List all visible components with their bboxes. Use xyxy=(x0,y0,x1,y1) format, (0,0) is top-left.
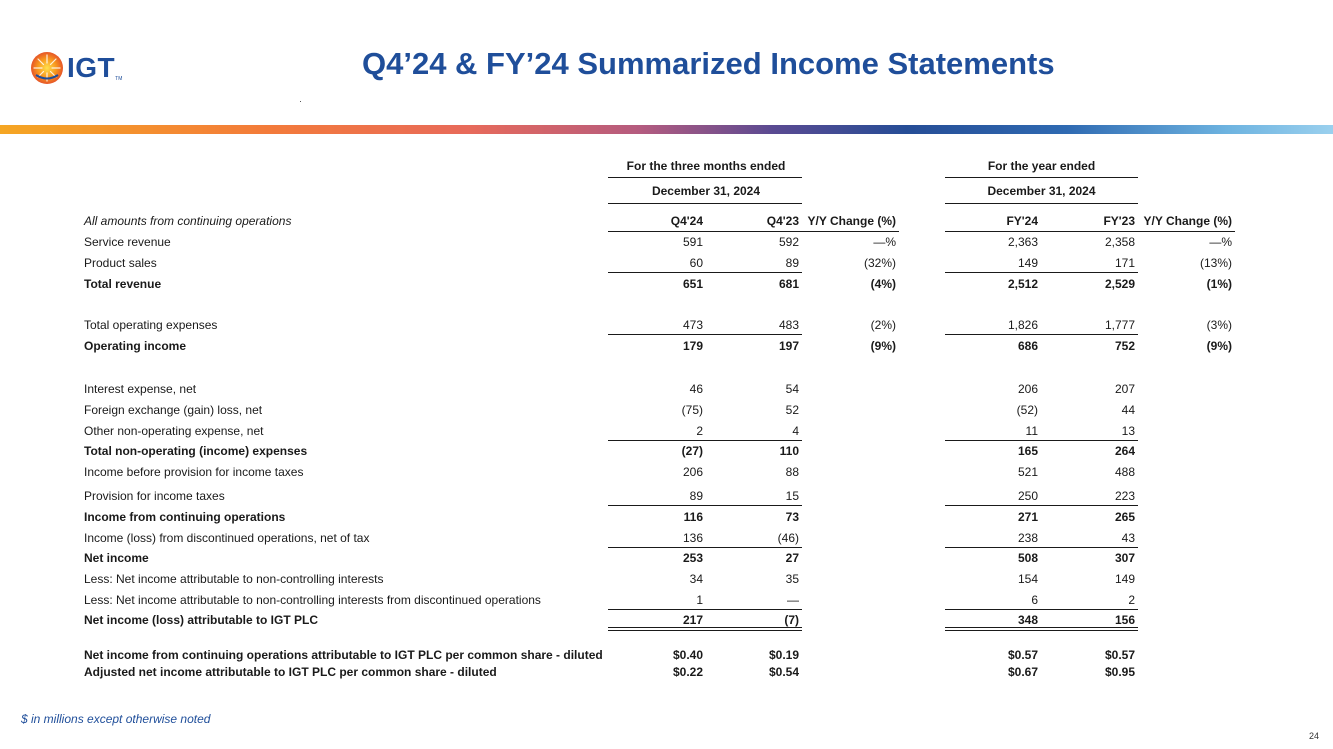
subtotal-rule xyxy=(704,272,802,273)
subtotal-rule xyxy=(945,609,1040,610)
table-row-value: (52) xyxy=(1016,403,1038,417)
table-row-value: 265 xyxy=(1114,510,1135,524)
logo-trademark: TM xyxy=(115,76,123,82)
table-row-value: 651 xyxy=(682,277,703,291)
table-row-label: Income before provision for income taxes xyxy=(84,465,304,479)
table-row-value: 521 xyxy=(1017,465,1038,479)
page-number: 24 xyxy=(1309,731,1320,741)
table-row-value: 2,512 xyxy=(1007,277,1038,291)
table-row-value: 264 xyxy=(1114,444,1135,458)
table-row-value: 207 xyxy=(1114,382,1135,396)
table-row-value: 43 xyxy=(1121,531,1135,545)
table-row-value: 681 xyxy=(778,277,799,291)
column-header: Y/Y Change (%) xyxy=(807,214,896,228)
table-row-value: 206 xyxy=(682,465,703,479)
table-row-label: Adjusted net income attributable to IGT PLC per common share - diluted xyxy=(84,665,497,679)
subtotal-rule xyxy=(1040,334,1138,335)
table-row-value: 2,363 xyxy=(1007,235,1038,249)
table-row-value: 88 xyxy=(785,465,799,479)
table-row-value: 1,777 xyxy=(1104,318,1135,332)
subtotal-rule xyxy=(608,440,704,441)
table-row-value: 6 xyxy=(1031,593,1038,607)
table-row-value: (9%) xyxy=(1206,339,1232,353)
table-row-value: $0.95 xyxy=(1104,665,1135,679)
table-row-value: 2,529 xyxy=(1104,277,1135,291)
table-row-value: (32%) xyxy=(863,256,896,270)
header-rule-quarter-2 xyxy=(608,203,802,204)
year-period-line1: For the year ended xyxy=(987,159,1096,173)
table-row-value: 34 xyxy=(689,572,703,586)
subtotal-rule xyxy=(704,609,802,610)
table-row-label: Interest expense, net xyxy=(84,382,197,396)
table-row-label: Product sales xyxy=(84,256,157,270)
table-row-value: $0.22 xyxy=(672,665,703,679)
table-row-label: Other non-operating expense, net xyxy=(84,424,264,438)
subtotal-rule xyxy=(608,272,704,273)
table-row-label: Net income (loss) attributable to IGT PLC xyxy=(84,613,319,627)
table-row-value: (1%) xyxy=(1206,277,1232,291)
table-row-value: 508 xyxy=(1017,551,1038,565)
table-row-label: Operating income xyxy=(84,339,187,353)
table-row-value: (2%) xyxy=(870,318,896,332)
table-row-label: Total revenue xyxy=(84,277,162,291)
table-row-label: Service revenue xyxy=(84,235,171,249)
subtotal-rule xyxy=(704,440,802,441)
total-double-rule xyxy=(1040,627,1138,631)
table-row-value: (13%) xyxy=(1199,256,1232,270)
table-row-value: 44 xyxy=(1121,403,1135,417)
table-row-value: 2 xyxy=(696,424,703,438)
table-row-value: 73 xyxy=(785,510,799,524)
subtotal-rule xyxy=(704,547,802,548)
table-row-value: 197 xyxy=(778,339,799,353)
total-double-rule xyxy=(945,627,1040,631)
table-row-value: (9%) xyxy=(870,339,896,353)
column-header: Q4'23 xyxy=(766,214,799,228)
table-row-value: 250 xyxy=(1017,489,1038,503)
subtotal-rule xyxy=(608,505,704,506)
table-row-value: 238 xyxy=(1017,531,1038,545)
header-rule-year-1 xyxy=(945,177,1138,178)
table-row-value: 52 xyxy=(785,403,799,417)
table-row-value: 60 xyxy=(689,256,703,270)
table-row-value: (7) xyxy=(784,613,799,627)
quarter-period-line2: December 31, 2024 xyxy=(651,184,761,198)
total-double-rule xyxy=(608,627,704,631)
table-row-value: 11 xyxy=(1025,424,1038,438)
table-row-value: 223 xyxy=(1114,489,1135,503)
table-row-value: 1 xyxy=(696,593,703,607)
table-row-value: — xyxy=(787,593,799,607)
table-row-value: 15 xyxy=(785,489,799,503)
table-row-value: 179 xyxy=(682,339,703,353)
table-row-value: (27) xyxy=(681,444,703,458)
table-row-value: 54 xyxy=(785,382,799,396)
table-row-value: 89 xyxy=(689,489,703,503)
year-period-line2: December 31, 2024 xyxy=(987,184,1096,198)
table-row-label: Provision for income taxes xyxy=(84,489,225,503)
table-row-label: Net income xyxy=(84,551,149,565)
table-row-value: 483 xyxy=(778,318,799,332)
table-row-label: Less: Net income attributable to non-controlling interests from discontinued operations xyxy=(84,593,541,607)
table-row-value: $0.57 xyxy=(1007,648,1038,662)
logo-wordmark: IGT xyxy=(67,52,116,83)
subtotal-rule xyxy=(945,440,1040,441)
table-row-value: 149 xyxy=(1017,256,1038,270)
table-row-value: 2,358 xyxy=(1104,235,1135,249)
subtotal-rule xyxy=(704,505,802,506)
table-row-value: 171 xyxy=(1114,256,1135,270)
subtotal-rule xyxy=(1040,272,1138,273)
table-row-value: (3%) xyxy=(1206,318,1232,332)
subtotal-rule xyxy=(945,272,1040,273)
page-title: Q4’24 & FY’24 Summarized Income Statements xyxy=(362,46,1055,81)
subtotal-rule xyxy=(608,609,704,610)
column-header-rule-quarter xyxy=(608,231,899,232)
table-row-value: —% xyxy=(873,235,896,249)
quarter-period-line1: For the three months ended xyxy=(626,159,786,173)
table-row-value: —% xyxy=(1209,235,1232,249)
table-row-value: 307 xyxy=(1114,551,1135,565)
table-row-value: $0.19 xyxy=(768,648,799,662)
table-row-label: Income (loss) from discontinued operations, net of tax xyxy=(84,531,370,545)
header-rule-quarter-1 xyxy=(608,177,802,178)
table-row-value: 488 xyxy=(1114,465,1135,479)
table-row-value: $0.67 xyxy=(1007,665,1038,679)
subtotal-rule xyxy=(945,334,1040,335)
footnote: $ in millions except otherwise noted xyxy=(21,712,211,726)
table-row-value: 2 xyxy=(1128,593,1135,607)
table-row-value: 4 xyxy=(792,424,799,438)
table-row-value: 1,826 xyxy=(1007,318,1038,332)
table-row-value: $0.57 xyxy=(1104,648,1135,662)
table-row-value: 271 xyxy=(1017,510,1038,524)
table-row-value: 165 xyxy=(1017,444,1038,458)
subtotal-rule xyxy=(945,547,1040,548)
subtotal-rule xyxy=(945,505,1040,506)
table-row-value: 348 xyxy=(1017,613,1038,627)
table-row-value: 154 xyxy=(1017,572,1038,586)
column-header: FY'23 xyxy=(1103,214,1135,228)
subtotal-rule xyxy=(608,547,704,548)
subtotal-rule xyxy=(1040,609,1138,610)
table-row-value: 473 xyxy=(682,318,703,332)
subtotal-rule xyxy=(1040,440,1138,441)
column-header: Y/Y Change (%) xyxy=(1143,214,1232,228)
table-row-value: (75) xyxy=(681,403,703,417)
table-row-label: Total non-operating (income) expenses xyxy=(84,444,308,458)
table-row-value: 206 xyxy=(1017,382,1038,396)
table-row-value: 156 xyxy=(1114,613,1135,627)
column-header: FY'24 xyxy=(1006,214,1038,228)
table-row-value: $0.54 xyxy=(768,665,799,679)
table-row-value: (46) xyxy=(777,531,799,545)
table-row-value: 591 xyxy=(682,235,703,249)
table-row-value: $0.40 xyxy=(672,648,703,662)
table-row-value: 752 xyxy=(1114,339,1135,353)
table-row-label: Less: Net income attributable to non-controlling interests xyxy=(84,572,384,586)
subtotal-rule xyxy=(704,334,802,335)
table-row-value: (4%) xyxy=(870,277,896,291)
header-rule-year-2 xyxy=(945,203,1138,204)
table-row-value: 149 xyxy=(1114,572,1135,586)
subtotal-rule xyxy=(1040,505,1138,506)
table-row-value: 46 xyxy=(689,382,703,396)
table-row-value: 686 xyxy=(1017,339,1038,353)
table-row-value: 136 xyxy=(682,531,703,545)
columns-caption: All amounts from continuing operations xyxy=(84,214,292,228)
table-row-label: Net income from continuing operations attributable to IGT PLC per common share - diluted xyxy=(84,648,603,662)
table-row-value: 89 xyxy=(785,256,799,270)
column-header-rule-year xyxy=(945,231,1235,232)
table-row-value: 27 xyxy=(785,551,799,565)
table-row-value: 592 xyxy=(778,235,799,249)
table-row-label: Foreign exchange (gain) loss, net xyxy=(84,403,263,417)
subtotal-rule xyxy=(1040,547,1138,548)
table-row-value: 217 xyxy=(682,613,703,627)
total-double-rule xyxy=(704,627,802,631)
table-row-label: Total operating expenses xyxy=(84,318,218,332)
table-row-value: 35 xyxy=(785,572,799,586)
table-row-value: 116 xyxy=(683,510,703,524)
subtotal-rule xyxy=(608,334,704,335)
table-row-label: Income from continuing operations xyxy=(84,510,286,524)
table-row-value: 110 xyxy=(779,444,799,458)
table-row-value: 13 xyxy=(1121,424,1135,438)
table-row-value: 253 xyxy=(682,551,703,565)
column-header: Q4'24 xyxy=(670,214,703,228)
